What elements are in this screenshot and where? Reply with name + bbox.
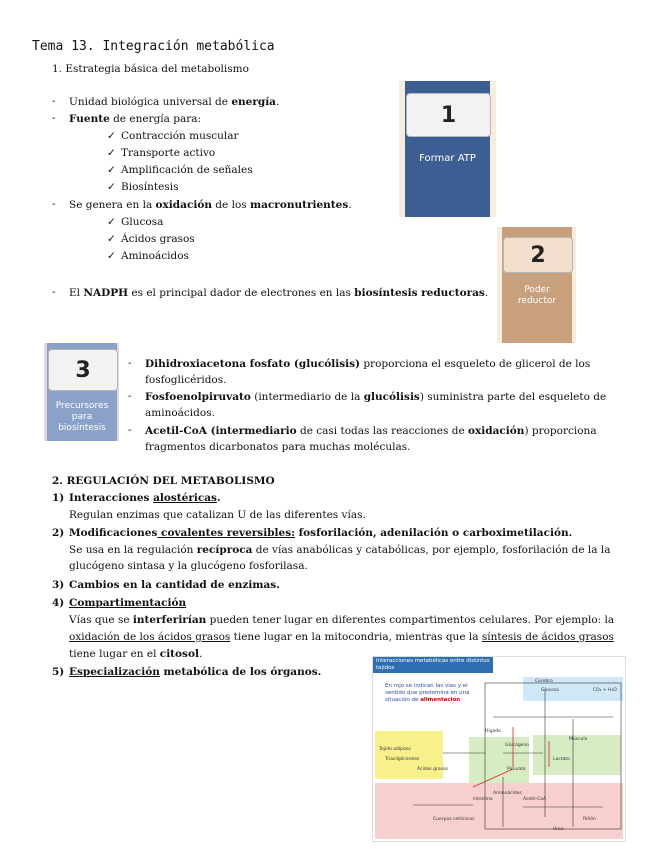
bullet-dash: -: [52, 112, 56, 124]
precursor-1-line-1: Dihidroxiacetona fosfato (glucólisis) proporciona el esqueleto de glicerol de los: [145, 358, 591, 370]
bullet-dash: -: [128, 424, 132, 436]
diagram-label: Glucosa: [541, 688, 559, 693]
reg-item-3: Cambios en la cantidad de enzimas.: [69, 579, 280, 591]
item-number: 4): [52, 597, 65, 609]
diagram-label: Glucógeno: [505, 743, 530, 748]
nadph-line: El NADPH es el principal dador de electrones en las biosíntesis reductoras.: [69, 287, 489, 299]
bullet-dash: -: [128, 390, 132, 402]
item-number: 5): [52, 666, 65, 678]
nutrient-item: ✓ Aminoácidos: [107, 250, 189, 262]
use-item: ✓ Biosíntesis: [107, 181, 179, 193]
use-item: ✓ Transporte activo: [107, 147, 216, 159]
bullet-dash: -: [52, 95, 56, 107]
metabolic-diagram: [372, 656, 626, 842]
reg-item-4-desc-3: tiene lugar en el citosol.: [69, 648, 203, 660]
card-label: Formar ATP: [419, 153, 476, 164]
card-label: Poder reductor: [517, 285, 557, 306]
bullet-dash: -: [52, 286, 56, 298]
reg-item-2: Modificaciones covalentes reversibles: fosforilación, adenilación o carboximetilación.: [69, 527, 573, 539]
check-icon: ✓: [107, 164, 116, 176]
diagram-label: Aminoácidos: [493, 791, 522, 796]
diagram-label: Músculo: [569, 737, 588, 742]
reg-item-4-desc-2: oxidación de los ácidos grasos tiene lugar en la mitocondria, mientras que la síntesis de ácidos grasos: [69, 631, 614, 643]
precursor-2-line-2: aminoácidos.: [145, 407, 215, 419]
section-2-heading: 2. REGULACIÓN DEL METABOLISMO: [52, 475, 275, 487]
check-icon: ✓: [107, 250, 116, 262]
diagram-note: En rojo se indican las vías y el sentido que predomina en una situación de alimentación: [385, 683, 470, 703]
precursor-3-line-2: fragmentos dicarbonatos para muchas moléculas.: [145, 441, 411, 453]
use-item: ✓ Amplificación de señales: [107, 164, 253, 176]
reg-item-5: Especialización metabólica de los órganos.: [69, 666, 322, 678]
card-label: Precursores para biosíntesis: [55, 401, 109, 433]
energy-line-2: Fuente de energía para:: [69, 113, 202, 125]
check-icon: ✓: [107, 147, 116, 159]
reg-item-1: Interacciones alostéricas.: [69, 492, 221, 504]
diagram-label: Triacilgliceroles: [385, 757, 420, 762]
card-precursores: [44, 343, 119, 441]
check-icon: ✓: [107, 216, 116, 228]
card-number: 1: [406, 93, 491, 137]
diagram-label: CO₂ + H₂O: [593, 688, 617, 693]
use-item: ✓ Contracción muscular: [107, 130, 239, 142]
card-poder-reductor: [497, 227, 576, 343]
diagram-label: Cerebro: [535, 679, 553, 684]
diagram-label: Intestino: [473, 797, 493, 802]
diagram-label: Tejido adiposo: [379, 747, 411, 752]
precursor-3-line-1: Acetil-CoA (intermediario de casi todas las reacciones de oxidación) proporciona: [145, 425, 597, 437]
energy-line-1: Unidad biológica universal de energía.: [69, 96, 280, 108]
nutrient-item: ✓ Ácidos grasos: [107, 233, 195, 245]
bullet-dash: -: [52, 198, 56, 210]
diagram-label: Piruvato: [507, 767, 526, 772]
check-icon: ✓: [107, 181, 116, 193]
diagram-label: Urea: [553, 827, 564, 832]
item-number: 1): [52, 492, 65, 504]
check-icon: ✓: [107, 130, 116, 142]
diagram-label: Riñón: [583, 817, 596, 822]
energy-line-3: Se genera en la oxidación de los macronutrientes.: [69, 199, 352, 211]
card-number: 2: [503, 237, 573, 273]
check-icon: ✓: [107, 233, 116, 245]
diagram-label: Ácidos grasos: [417, 767, 449, 772]
reg-item-4: Compartimentación: [69, 597, 187, 609]
diagram-label: Lactato: [553, 757, 570, 762]
bullet-dash: -: [128, 357, 132, 369]
reg-item-2-desc-2: glucógeno sintasa y la glucógeno fosforilasa.: [69, 560, 308, 572]
diagram-header: Interacciones metabólicas entre distintos tejidos: [373, 657, 493, 673]
reg-item-2-desc-1: Se usa en la regulación recíproca de vías anabólicas y catabólicas, por ejemplo, fosforilación de la la: [69, 544, 611, 556]
precursor-1-line-2: fosfoglicéridos.: [145, 374, 227, 386]
nutrient-item: ✓ Glucosa: [107, 216, 164, 228]
item-number: 3): [52, 579, 65, 591]
precursor-2-line-1: Fosfoenolpiruvato (intermediario de la glucólisis) suministra parte del esqueleto de: [145, 391, 607, 403]
diagram-label: Cuerpos cetónicos: [433, 817, 475, 822]
card-formar-atp: [399, 81, 496, 217]
page-title: Tema 13. Integración metabólica: [32, 39, 275, 54]
reg-item-1-desc: Regulan enzimas que catalizan U de las diferentes vías.: [69, 509, 366, 521]
diagram-label: Hígado: [485, 729, 501, 734]
reg-item-4-desc-1: Vías que se interferirían pueden tener lugar en diferentes compartimentos celulares. Por ejemplo: la: [69, 614, 615, 626]
diagram-label: Acetil-CoA: [523, 797, 547, 802]
card-number: 3: [48, 349, 118, 391]
section-1-heading: 1. Estrategia básica del metabolismo: [52, 63, 249, 75]
item-number: 2): [52, 527, 65, 539]
